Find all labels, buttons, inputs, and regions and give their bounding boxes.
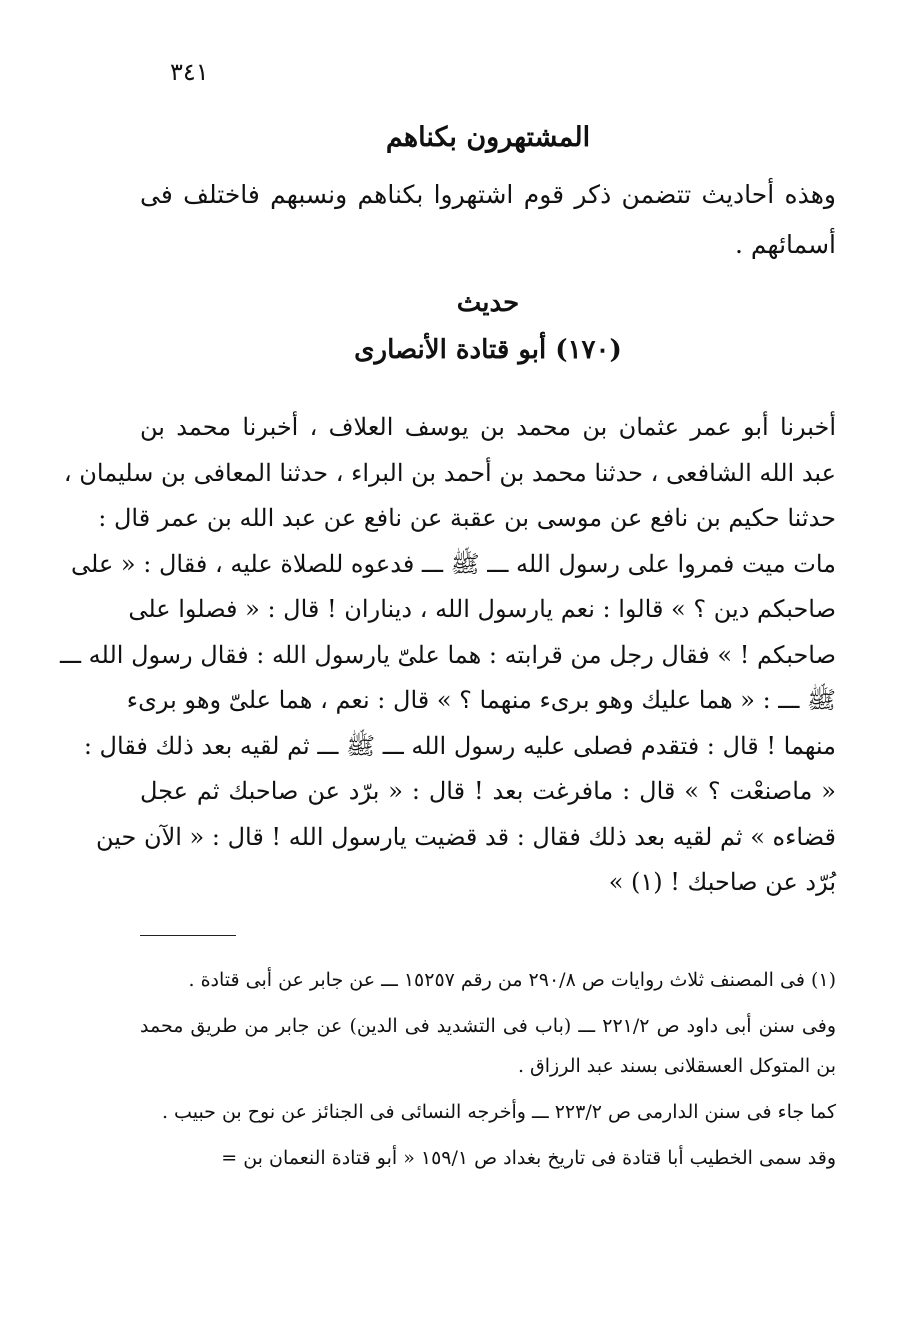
footnote: كما جاء فى سنن الدارمى ص ٢٢٣/٢ ـــ وأخرجه النسائى فى الجنائز عن نوح بن حبيب . bbox=[161, 1101, 836, 1123]
body-line: « ماصنعْت ؟ » قال : مافرغت بعد ! قال : « برّد عن صاحبك ثم عجل bbox=[140, 777, 836, 805]
body-line: حدثنا حكيم بن نافع عن موسى بن عقبة عن نافع عن عبد الله بن عمر قال : bbox=[98, 504, 836, 532]
hadith-body bbox=[59, 405, 836, 906]
hadith-label: حديث bbox=[456, 288, 520, 318]
body-line: صاحبكم دين ؟ » قالوا : نعم يارسول الله ، ديناران ! قال : « فصلوا على bbox=[128, 595, 836, 623]
footnote: وقد سمى الخطيب أبا قتادة فى تاريخ بغداد ص ١٥٩/١ « أبو قتادة النعمان بن = bbox=[221, 1147, 836, 1169]
intro-text: وهذه أحاديث تتضمن ذكر قوم اشتهروا بكناهم ونسبهم فاختلف فى أسمائهم . bbox=[140, 180, 836, 259]
footnotes bbox=[140, 960, 836, 1184]
footnote: (١) فى المصنف ثلاث روايات ص ٢٩٠/٨ من رقم ١٥٢٥٧ ـــ عن جابر عن أبى قتادة . bbox=[188, 969, 836, 991]
intro-paragraph bbox=[140, 170, 836, 270]
hadith-title: (١٧٠) أبو قتادة الأنصارى bbox=[354, 335, 622, 365]
footnote: وفى سنن أبى داود ص ٢٢١/٢ ـــ (باب فى التشديد فى الدين) عن جابر من طريق محمد بن المتوكل العسقلانى بسند عبد الرزاق . bbox=[140, 1015, 836, 1077]
body-line: بُرّد عن صاحبك ! (١) » bbox=[608, 868, 836, 896]
body-line: أخبرنا أبو عمر عثمان بن محمد بن يوسف العلاف ، أخبرنا محمد بن bbox=[140, 413, 836, 441]
body-line: مات ميت فمروا على رسول الله ـــ ﷺ ـــ فدعوه للصلاة عليه ، فقال : « على bbox=[71, 549, 836, 578]
body-line: قضاءه » ثم لقيه بعد ذلك فقال : قد قضيت يارسول الله ! قال : « الآن حين bbox=[95, 822, 836, 851]
body-line: عبد الله الشافعى ، حدثنا محمد بن أحمد بن البراء ، حدثنا المعافى بن سليمان ، bbox=[63, 458, 836, 487]
body-line: ﷺ ـــ : « هما عليك وهو برىء منهما ؟ » قال : نعم ، هما علىّ وهو برىء bbox=[126, 686, 836, 714]
page-number: ٣٤١ bbox=[170, 58, 209, 86]
footnote-divider bbox=[140, 935, 236, 936]
body-line: منهما ! قال : فتقدم فصلى عليه رسول الله ـــ ﷺ ـــ ثم لقيه بعد ذلك فقال : bbox=[83, 731, 836, 760]
body-line: صاحبكم ! » فقال رجل من قرابته : هما علىّ يارسول الله : فقال رسول الله ـــ bbox=[59, 640, 836, 669]
section-title: المشتهرون بكناهم bbox=[385, 122, 591, 153]
